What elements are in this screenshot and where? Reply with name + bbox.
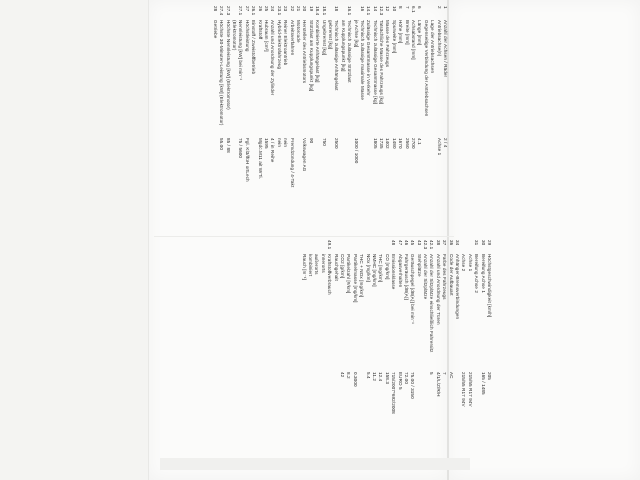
item-number: 23 <box>283 6 289 12</box>
item-label: innerorts <box>320 254 326 273</box>
item-value: 4/1/L/Z/R/H <box>435 372 441 397</box>
item-value: 11.2 <box>371 372 377 381</box>
item-number: 27.4 <box>219 6 225 16</box>
form-line <box>237 6 243 190</box>
item-number: 18 <box>334 6 340 12</box>
form-line <box>224 6 230 190</box>
item-label: Achse 2 <box>461 254 467 272</box>
item-value: 215/55 R17 94V <box>461 372 467 407</box>
item-label: Tatsächliche Masse des Fahrzeugs [kg] <box>379 20 385 105</box>
form-line <box>256 6 262 190</box>
item-number: 49.1 <box>327 240 333 250</box>
item-label: Stehplätze <box>416 254 422 277</box>
item-value: 165 / 1485 <box>480 372 486 395</box>
item-label: Stützlast am Kupplungspunkt [kg] <box>308 20 314 92</box>
item-value: 1670 <box>398 138 404 149</box>
form-line <box>365 6 371 190</box>
item-label: Anzahl der Sitzplätze einschließlich Fahrersitz <box>429 254 435 353</box>
form-line <box>486 240 492 424</box>
form-line <box>410 6 416 190</box>
form-line <box>434 240 440 424</box>
item-number: 6 <box>417 6 423 9</box>
item-label: am Kupplungspunkt [kg] <box>340 20 346 72</box>
form-line <box>415 240 421 424</box>
item-number: 20 <box>302 6 308 12</box>
form-line <box>250 6 256 190</box>
item-label: Bereifung Achse 1 <box>480 254 486 293</box>
item-number: 27 <box>244 6 250 12</box>
item-value: 2500 <box>334 138 340 149</box>
item-label: außerorts <box>314 254 320 275</box>
item-label: Höchste 30-Minuten-Leistung [kW] (Elektromotor) <box>219 20 225 126</box>
item-number: 23.1 <box>276 6 282 16</box>
item-number: 14.1 <box>366 6 372 16</box>
item-value: 1595 <box>264 138 270 149</box>
form-line <box>339 6 345 190</box>
item-label: Farbe des Fahrzeugs <box>442 254 448 300</box>
item-label: THC [mg/km] <box>378 254 384 283</box>
item-value: 0.3000 <box>352 372 358 387</box>
item-label: Abgasverhalten <box>397 254 403 288</box>
item-value: 205 <box>487 372 492 380</box>
item-number: 43 <box>416 240 422 246</box>
item-value: 12.4 <box>378 372 384 382</box>
item-value: Mgdc.M11 ait WrTi. <box>257 138 263 180</box>
form-line <box>460 240 466 424</box>
item-label: Anzahl der Achsen / Räder <box>443 20 448 78</box>
item-value: 2560 <box>404 138 410 149</box>
item-value: Achse 1 <box>436 138 442 156</box>
item-label: Breite [mm] <box>404 20 410 45</box>
item-number: 12 <box>385 6 391 12</box>
item-number: 37 <box>442 240 448 246</box>
item-label: Technisch zulässige Anhängelast <box>334 20 340 91</box>
form-line <box>300 240 306 424</box>
item-label: Arbeitsverfahren <box>289 20 295 56</box>
item-label: Lage der Antriebsachsen <box>430 20 436 74</box>
right-page-text <box>300 240 492 424</box>
item-number: 24 <box>270 6 276 12</box>
item-value: 90 <box>308 138 314 144</box>
item-label: Technisch zulässige maximale Masse <box>359 20 365 100</box>
form-line <box>403 6 409 190</box>
item-number: 26.1 <box>251 6 257 16</box>
form-line <box>422 240 428 424</box>
form-line <box>378 6 384 190</box>
item-label: Partikelmasse [mg/km] <box>352 254 358 303</box>
item-label: Ungebremst [kg] <box>321 20 327 56</box>
form-line <box>345 240 351 424</box>
item-label: Hersteller des Antriebsmotors <box>302 20 308 84</box>
form-line <box>422 6 428 190</box>
item-number: 8 <box>398 6 404 9</box>
item-label: Länge [mm] <box>417 20 423 46</box>
item-label: Kraftstoff <box>257 20 263 40</box>
item-number: 22 <box>289 6 295 12</box>
item-value: 2 / 4 <box>443 138 448 148</box>
item-label: Geräuschpegel [dB(A)] bei min⁻¹ <box>410 254 416 324</box>
page-bottom-margin <box>160 458 470 470</box>
form-line <box>390 6 396 190</box>
item-label: Reiner Elektroantrieb <box>283 20 289 66</box>
form-line <box>383 240 389 424</box>
item-value: 715/2007*692/2008 <box>391 372 397 414</box>
form-line <box>332 240 338 424</box>
page-edge <box>148 0 149 480</box>
form-line <box>397 6 403 190</box>
item-number: 2 <box>436 6 442 9</box>
form-line <box>409 240 415 424</box>
item-label: Höchste Nennleistung [kW] (Elektromotor) <box>225 20 231 110</box>
item-value: 75.00 / 3150 <box>410 372 416 399</box>
item-number: 1 <box>443 6 448 9</box>
item-label: CO [mg/km] <box>384 254 390 280</box>
item-number: 27.3 <box>225 6 231 16</box>
item-label: Höchstleistung <box>244 20 250 52</box>
item-number: 42.1 <box>429 240 435 250</box>
item-value: 7 <box>442 372 448 375</box>
item-label: Achse 1 <box>467 254 473 272</box>
form-line <box>447 240 453 424</box>
item-number: 18.1 <box>321 6 327 16</box>
item-label: Gegenseitige Verbindung der Antriebsachsen <box>423 20 429 117</box>
item-label: Höchstgeschwindigkeit [km/h] <box>487 254 492 318</box>
form-line <box>263 6 269 190</box>
item-number: 25 <box>264 6 270 12</box>
item-number: 16.1 <box>347 6 353 16</box>
item-label: Einstoff / Zweistoffbetrieb <box>251 20 257 75</box>
item-number: 34 <box>455 240 461 246</box>
item-value: Volkswagen AG <box>302 138 308 172</box>
item-label: Hybrid-Elektrofahrzeug <box>276 20 282 70</box>
item-value: 2700 <box>411 138 417 149</box>
form-line <box>479 240 485 424</box>
form-line <box>346 6 352 190</box>
item-value: 1000 / 1000 <box>353 138 359 164</box>
form-line <box>371 6 377 190</box>
form-line <box>377 240 383 424</box>
form-line <box>244 6 250 190</box>
item-label: Rauchgehalt <box>333 254 339 281</box>
form-line <box>384 6 390 190</box>
item-label: Anhänger-Bremsverbindungen <box>455 254 461 320</box>
item-label: (Elektromotor) <box>232 20 238 51</box>
item-value: AC <box>448 372 454 379</box>
item-label: Fahrgeräusch [dB(A)] <box>403 254 409 300</box>
item-value: nein <box>276 138 282 148</box>
item-label: NOx [mg/km] <box>365 254 371 282</box>
item-number: 7 <box>404 6 410 9</box>
item-number: 31 <box>474 240 480 246</box>
item-value: 55.00 <box>219 138 225 150</box>
page-crease <box>154 236 454 237</box>
form-line <box>442 6 448 190</box>
item-value: Fremdzündung / 4-Takt <box>289 138 295 188</box>
item-label: Kombinierte Anhängelast [kg] <box>315 20 321 83</box>
form-line <box>314 6 320 190</box>
form-line <box>275 6 281 190</box>
item-label: Partikelzahl [#/km] <box>346 254 352 294</box>
form-line <box>212 6 218 190</box>
item-number: 16 <box>359 6 365 12</box>
form-line <box>466 240 472 424</box>
item-number: 27.1 <box>238 6 244 16</box>
item-value: 158.3 <box>384 372 390 384</box>
item-value: EURO 5 <box>397 372 403 390</box>
form-line <box>319 240 325 424</box>
item-number: 38 <box>435 240 441 246</box>
item-label: Motorcode <box>296 20 302 43</box>
item-number: 29 <box>487 240 492 246</box>
left-page-text <box>212 6 448 190</box>
item-value: 215/55 R17 94V <box>467 372 473 407</box>
item-value: 8.2 <box>346 372 352 379</box>
form-line <box>396 240 402 424</box>
form-line <box>358 240 364 424</box>
item-number: 21 <box>296 6 302 12</box>
item-value: 4.1 <box>417 138 423 145</box>
form-line <box>364 240 370 424</box>
item-number: 45 <box>410 240 416 246</box>
form-line <box>352 6 358 190</box>
form-line <box>313 240 319 424</box>
item-value: 1805 <box>372 138 378 149</box>
item-value: 75 / 5600 <box>238 138 244 159</box>
item-label: Code der Aufbauart <box>448 254 454 296</box>
item-number: 48 <box>391 240 397 246</box>
item-number: 30 <box>480 240 486 246</box>
form-line <box>269 6 275 190</box>
item-label: Masse des Fahrzeugs <box>385 20 391 68</box>
form-line <box>473 240 479 424</box>
item-number: 36 <box>448 240 454 246</box>
item-label: Achsabstand [mm] <box>411 20 417 60</box>
form-line <box>435 6 441 190</box>
form-line <box>231 6 237 190</box>
item-number: 19 <box>308 6 314 12</box>
item-label: Nennleistung [kW] bei min⁻¹ <box>238 20 244 81</box>
item-number: 10 <box>391 6 397 12</box>
item-label: Anzahl der Sitzplätze <box>423 254 429 300</box>
item-label: Emissionsklasse <box>391 254 397 290</box>
form-line <box>320 6 326 190</box>
item-number: 14 <box>372 6 378 12</box>
item-value: 4 / in Reihe <box>270 138 276 163</box>
item-label: kombiniert <box>308 254 314 277</box>
item-value: 72.00 <box>403 372 409 384</box>
form-line <box>301 6 307 190</box>
item-value: 5 <box>429 372 435 375</box>
item-value: 85 / 88 <box>225 138 231 153</box>
item-number: 12.3 <box>379 6 385 16</box>
item-number: 46 <box>403 240 409 246</box>
item-label: gebremst [kg] <box>327 20 333 50</box>
form-line <box>359 6 365 190</box>
item-label: Technisch zulässige Gesamtmasse [kg] <box>372 20 378 105</box>
item-value: 1480 <box>391 138 397 149</box>
item-label: THC + NOx [mg/km] <box>359 254 365 298</box>
form-line <box>339 240 345 424</box>
item-value: 1402 <box>385 138 391 149</box>
item-number: 6.1 <box>411 6 417 13</box>
item-label: je Achse [kg] <box>353 20 359 48</box>
form-line <box>429 6 435 190</box>
form-line <box>428 240 434 424</box>
item-label: Hubraum [cm³] <box>264 20 270 52</box>
form-line <box>390 240 396 424</box>
form-line <box>307 6 313 190</box>
item-label: Rauch [m⁻¹] <box>301 254 307 280</box>
form-line <box>282 6 288 190</box>
form-line <box>403 240 409 424</box>
item-label: Antriebsachse(n) <box>436 20 442 57</box>
item-number: 28 <box>212 6 218 12</box>
item-label: NMHC [mg/km] <box>371 254 377 287</box>
item-label: Anzahl und Anordnung der Türen <box>435 254 441 325</box>
form-line <box>288 6 294 190</box>
form-line <box>454 240 460 424</box>
item-label: Kraftstoffverbrauch <box>327 254 333 295</box>
form-line <box>218 6 224 190</box>
form-line <box>441 240 447 424</box>
item-number: 47 <box>397 240 403 246</box>
item-number: 42.3 <box>423 240 429 250</box>
item-label: CO2 [g/km] <box>340 254 346 279</box>
form-line <box>327 6 333 190</box>
form-line <box>333 6 339 190</box>
item-value: 750 <box>321 138 327 146</box>
item-value: nein <box>283 138 289 148</box>
item-value: Fgl. Kl3/lfüH ortLech <box>244 138 250 182</box>
item-value: 5.4 <box>365 372 371 379</box>
item-label: Zulässige Gesamtmasse in Verkehr <box>366 20 372 96</box>
form-line <box>371 240 377 424</box>
form-line <box>416 6 422 190</box>
item-number: 26 <box>257 6 263 12</box>
form-line <box>351 240 357 424</box>
form-line <box>326 240 332 424</box>
item-value: 42 <box>340 372 346 378</box>
item-label: Spurweite [mm] <box>391 20 397 54</box>
item-label: Getriebe <box>212 20 218 39</box>
form-line <box>307 240 313 424</box>
item-label: Technisch zulässige Stützlast <box>347 20 353 83</box>
item-value: 1735 <box>379 138 385 149</box>
item-label: Höhe [mm] <box>398 20 404 44</box>
item-label: Anzahl und Anordnung der Zylinder <box>270 20 276 96</box>
form-line <box>295 6 301 190</box>
item-number: 18.4 <box>315 6 321 16</box>
item-label: Bereifung Achse 2 <box>474 254 480 293</box>
